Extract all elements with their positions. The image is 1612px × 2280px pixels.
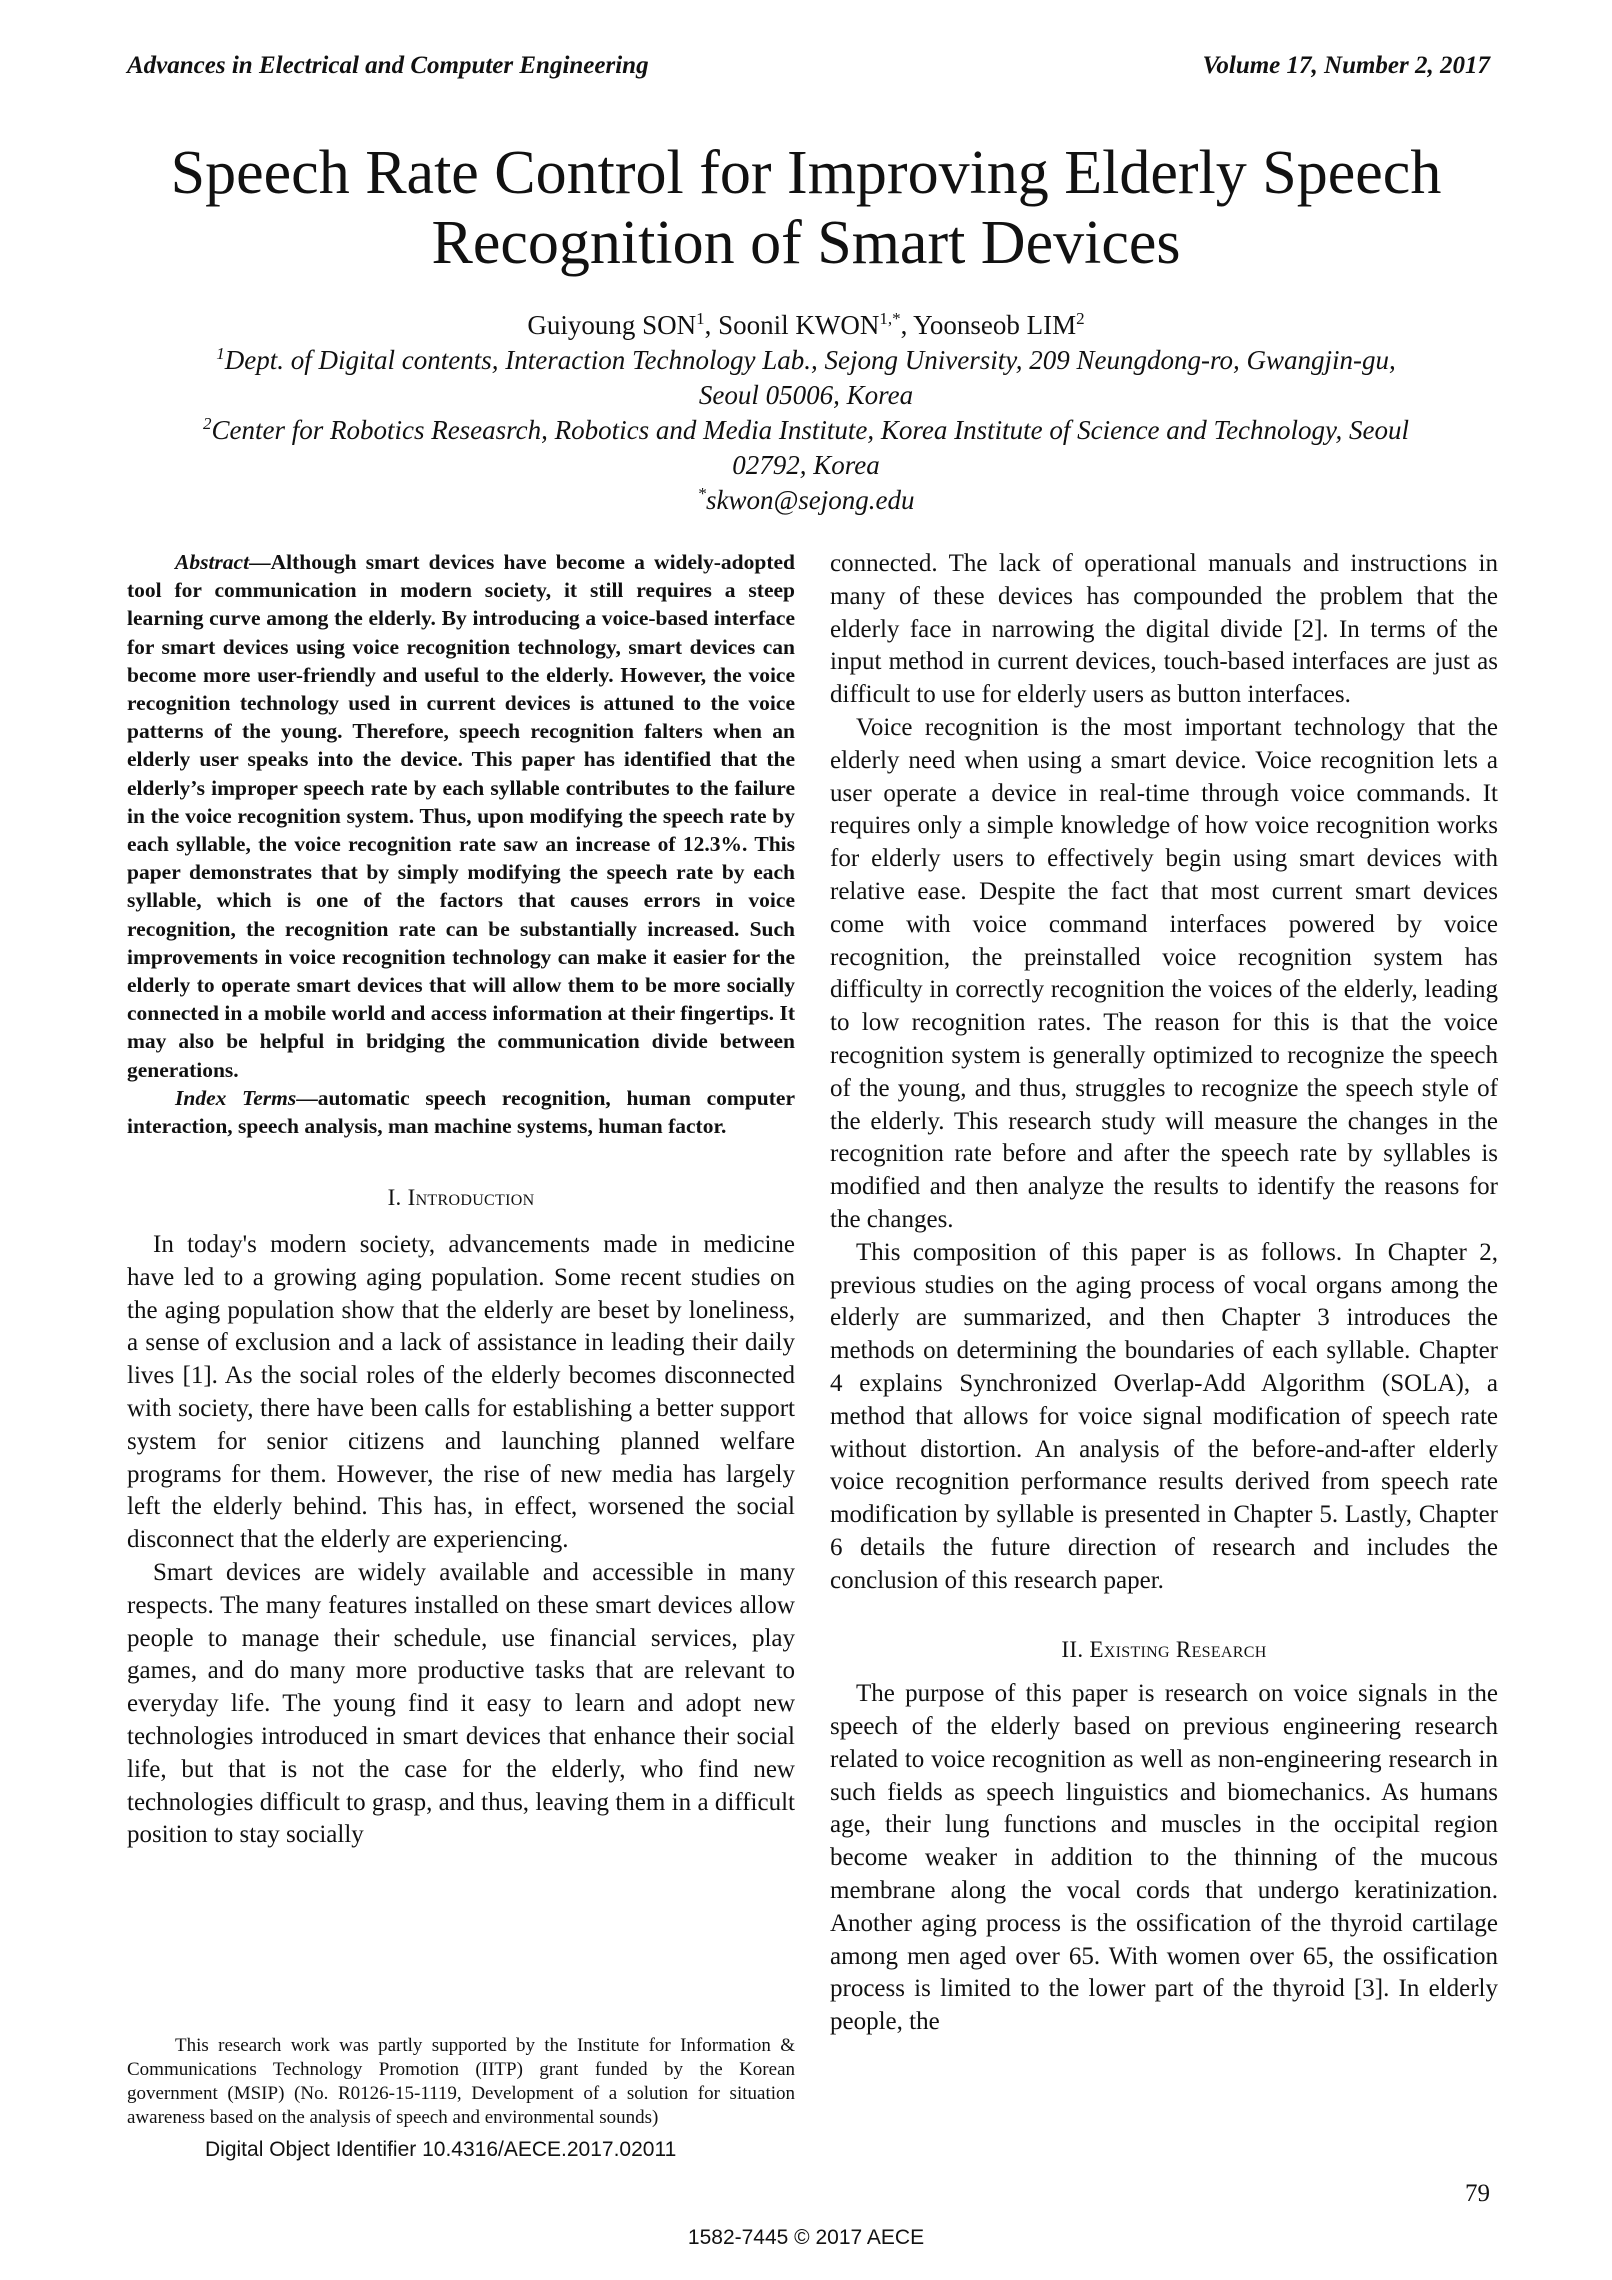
abstract (127, 548, 795, 1084)
body-paragraph: Voice recognition is the most important technology that the elderly need when using a smart device. Voice recognition lets a user operate a device in real-time through voice commands. It requires only a simple knowledge of how voice recognition works for elderly users to effectively begin using smart devices with relative ease. Despite the fact that most current smart devices come with voice command interfaces powered by voice recognition, the preinstalled voice recognition system has difficulty in correctly recognition the voices of the elderly, leading to low recognition rates. The reason for this is that the voice recognition system is generally optimized to recognize the speech of the young, and thus, struggles to recognize the speech style of the elderly. This research study will measure the changes in the recognition rate before and after the speech rate by syllables is modified and then analyze the results to identify the reasons for the changes. (830, 713, 1498, 1233)
section-heading-introduction: I. Introduction (387, 1185, 535, 1211)
section-heading-existing-research: II. Existing Research (1061, 1636, 1267, 1662)
email-text: skwon@sejong.edu (705, 485, 915, 515)
affiliation-text: Center for Robotics Reseasrch, Robotics and Media Institute, Korea Institute of Science and Technology, Seoul 02792, Korea (211, 415, 1410, 480)
funding-footnote: This research work was partly supported by the Institute for Information & Communications Technology Promotion (IITP) grant funded by the Korean government (MSIP) (No. R0126-15-1119, Development of a solution for situation awareness based on the analysis of speech and environmental sounds) (127, 2035, 795, 2128)
index-terms (127, 1084, 795, 1140)
author-list (200, 308, 1412, 343)
page-number: 79 (1465, 2180, 1490, 2207)
journal-name: Advances in Electrical and Computer Engineering (127, 52, 649, 79)
author-superscript: 1 (696, 309, 705, 328)
affiliation-superscript: 2 (202, 414, 212, 433)
email-superscript: * (697, 484, 706, 503)
volume-info: Volume 17, Number 2, 2017 (1202, 52, 1490, 79)
author-name: Soonil KWON (718, 310, 880, 340)
author-block (200, 308, 1412, 518)
author-superscript: 1,* (879, 309, 901, 328)
affiliation (200, 413, 1412, 483)
author-separator: , (704, 310, 719, 340)
body-paragraph: Smart devices are widely available and accessible in many respects. The many features installed on these smart devices allow people to manage their schedule, use financial services, play games, and do many more productive tasks that are relevant to everyday life. The young find it easy to learn and adopt new technologies introduced in smart devices that enhance their social life, but that is not the case for the elderly, who find new technologies difficult to grasp, and thus, leaving them in a difficult position to stay socially (127, 1559, 795, 1849)
body-paragraph: This composition of this paper is as follows. In Chapter 2, previous studies on the aging process of vocal organs among the elderly are summarized, and then Chapter 3 introduces the methods on determining the boundaries of each syllable. Chapter 4 explains Synchronized Overlap-Add Algorithm (SOLA), a method that allows for voice signal modification of speech rate without distortion. An analysis of the before-and-after elderly voice recognition performance results derived from speech rate modification by syllable is presented in Chapter 5. Lastly, Chapter 6 details the future direction of research and includes the conclusion of this research paper. (830, 1238, 1498, 1594)
abstract-label: Abstract (175, 550, 250, 574)
author-email[interactable] (200, 483, 1412, 518)
author-superscript: 2 (1076, 309, 1085, 328)
affiliation-superscript: 1 (216, 344, 225, 363)
right-column (830, 548, 1498, 2039)
affiliation-text: Dept. of Digital contents, Interaction Technology Lab., Sejong University, 209 Neungdong-ro, Gwangjin-gu, Seoul 05006, Korea (224, 345, 1396, 410)
left-column (127, 548, 795, 1852)
copyright-line: 1582-7445 © 2017 AECE (687, 2226, 925, 2249)
author-name: Yoonseob LIM (913, 310, 1077, 340)
abstract-text: —Although smart devices have become a widely-adopted tool for communication in modern society, it still requires a steep learning curve among the elderly. By introducing a voice-based interface for smart devices using voice recognition technology, smart devices can become more user-friendly and useful to the elderly. However, the voice recognition technology used in current devices is attuned to the voice patterns of the young. Therefore, speech recognition falters when an elderly user speaks into the device. This paper has identified that the elderly’s improper speech rate by each syllable contributes to the failure in the voice recognition system. Thus, upon modifying the speech rate by each syllable, the voice recognition rate saw an increase of 12.3%. This paper demonstrates that by simply modifying the speech rate by each syllable, which is one of the factors that causes errors in voice recognition, the recognition rate can be substantially increased. Such improvements in voice recognition technology can make it easier for the elderly to operate smart devices that will allow them to be more socially connected in a mobile world and access information at their fingertips. It may also be helpful in bridging the communication divide between generations. (127, 550, 795, 1082)
paper-title: Speech Rate Control for Improving Elderly Speech Recognition of Smart Devices (170, 139, 1442, 277)
index-terms-text: —automatic speech recognition, human computer interaction, speech analysis, man machine systems, human factor. (127, 1085, 795, 1139)
affiliation (200, 343, 1412, 413)
body-paragraph: The purpose of this paper is research on voice signals in the speech of the elderly based on previous engineering research related to voice recognition as well as non-engineering research in such fields as speech linguistics and biomechanics. As humans age, their lung functions and muscles in the occipital region become weaker in addition to the thinning of the mucous membrane along the vocal cords that undergo keratinization. Another aging process is the ossification of the thyroid cartilage among men aged over 65. With women over 65, the ossification process is limited to the lower part of the thyroid [3]. In elderly people, the (830, 1680, 1498, 2036)
author-name: Guiyoung SON (527, 310, 697, 340)
author-separator: , (900, 310, 914, 340)
body-paragraph: In today's modern society, advancements made in medicine have led to a growing aging population. Some recent studies on the aging population show that the elderly are beset by loneliness, a sense of exclusion and a lack of assistance in leading their daily lives [1]. As the social roles of the elderly becomes disconnected with society, there have been calls for establishing a better support system for senior citizens and launching planned welfare programs for them. However, the rise of new media has largely left the elderly behind. This has, in effect, worsened the social disconnect that the elderly are experiencing. (127, 1231, 795, 1554)
index-terms-label: Index Terms (175, 1085, 297, 1110)
body-paragraph: connected. The lack of operational manuals and instructions in many of these devices has compounded the problem that the elderly face in narrowing the digital divide [2]. In terms of the input method in current devices, touch-based interfaces are just as difficult to use for elderly users as button interfaces. (830, 550, 1498, 709)
doi-identifier: Digital Object Identifier 10.4316/AECE.2017.02011 (205, 2138, 677, 2161)
